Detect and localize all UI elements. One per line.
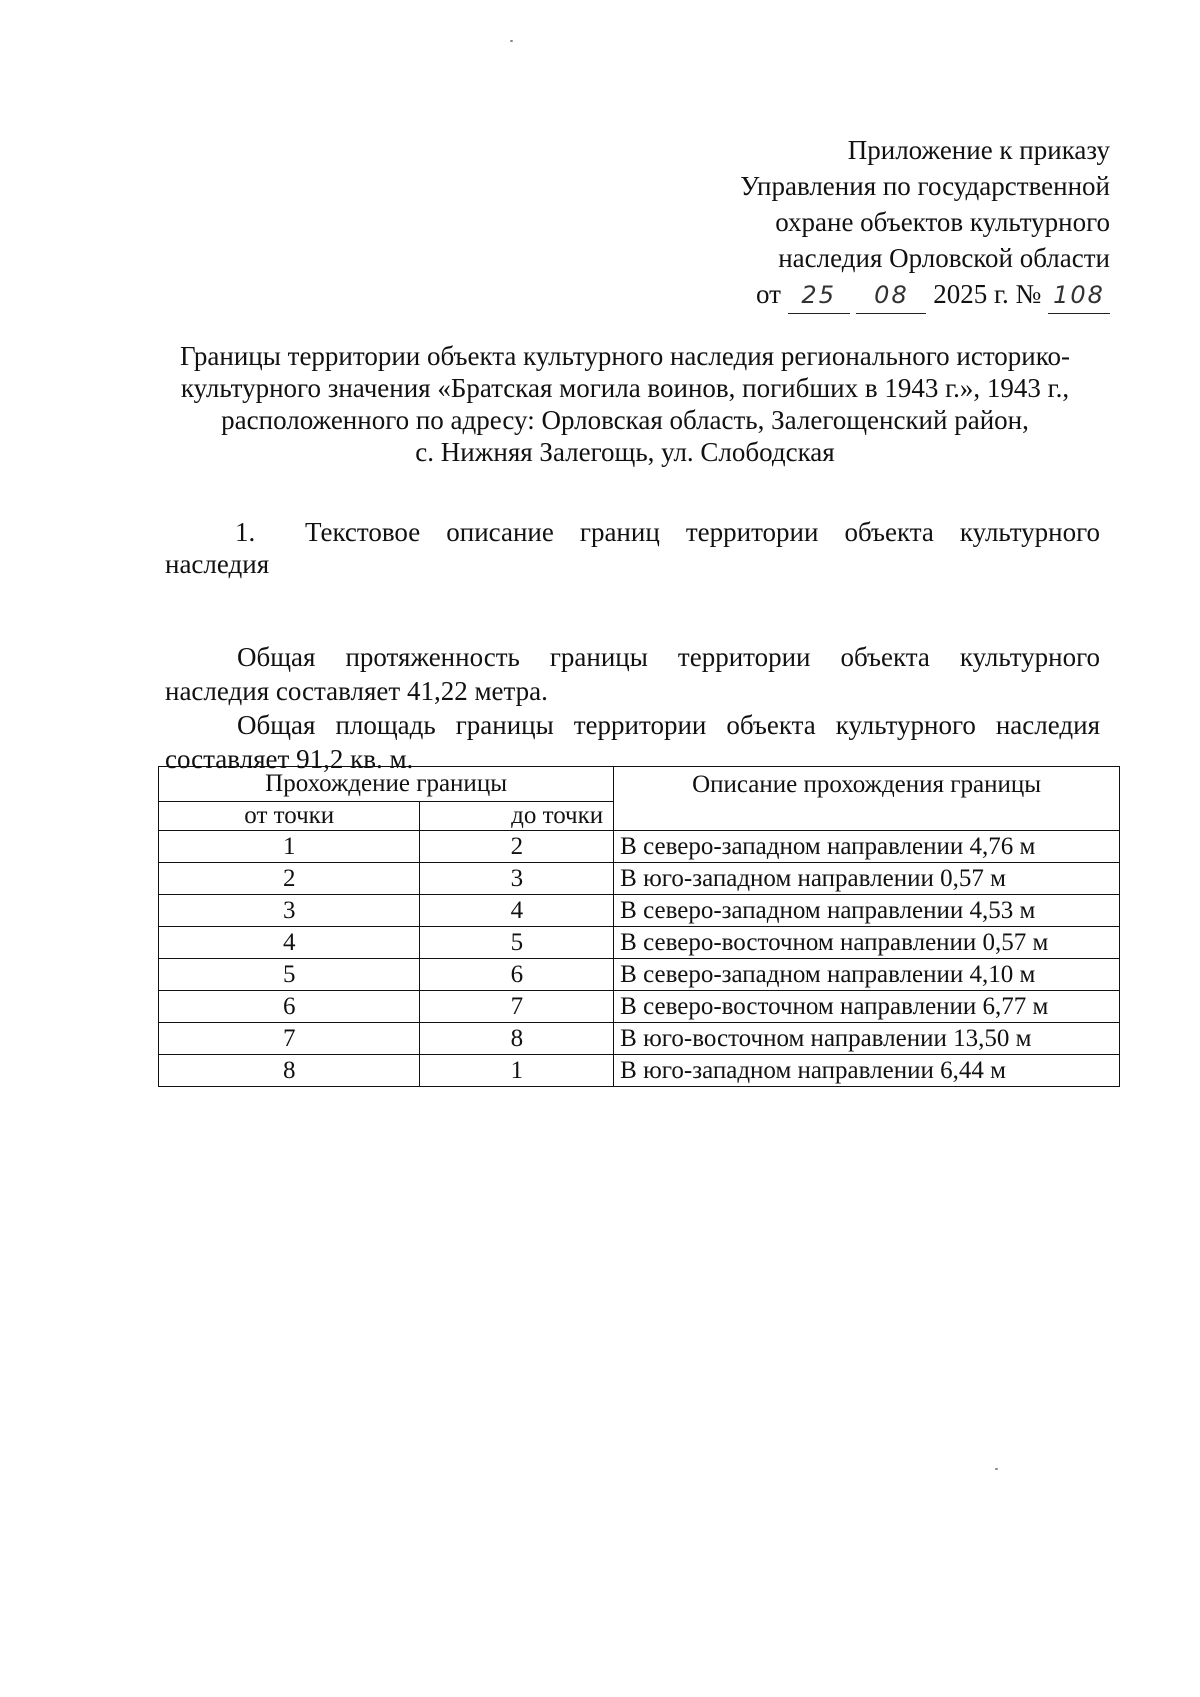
handwritten-day: 25	[788, 277, 850, 314]
cell-to: 2	[420, 831, 614, 863]
header-description: Описание прохождения границы	[614, 767, 1120, 831]
table-row	[159, 895, 1120, 927]
section-heading	[165, 516, 1100, 580]
header-to-point: до точки	[420, 802, 614, 831]
cell-from: 2	[159, 863, 420, 895]
section-heading-line-1: Текстовое описание границ территории объекта культурного	[305, 517, 1100, 547]
cell-description: В северо-восточном направлении 0,57 м	[614, 927, 1120, 959]
length-line-2: наследия составляет 41,22 метра.	[165, 676, 548, 706]
cell-description: В северо-восточном направлении 6,77 м	[614, 991, 1120, 1023]
document-title	[150, 340, 1100, 468]
scan-speck	[995, 1468, 998, 1470]
cell-from: 5	[159, 959, 420, 991]
cell-description: В северо-западном направлении 4,76 м	[614, 831, 1120, 863]
header-boundary-passage: Прохождение границы	[159, 767, 614, 802]
area-line-1: Общая площадь границы территории объекта культурного наследия	[237, 710, 1100, 740]
cell-from: 1	[159, 831, 420, 863]
cell-description: В северо-западном направлении 4,53 м	[614, 895, 1120, 927]
table-row	[159, 863, 1120, 895]
table-row	[159, 927, 1120, 959]
cell-from: 7	[159, 1023, 420, 1055]
cell-from: 8	[159, 1055, 420, 1087]
scan-speck	[510, 40, 513, 42]
table-row	[159, 1023, 1120, 1055]
boundary-length-paragraph	[165, 640, 1100, 708]
table-row	[159, 959, 1120, 991]
cell-from: 6	[159, 991, 420, 1023]
title-line-3: расположенного по адресу: Орловская область, Залегощенский район,	[221, 405, 1029, 435]
boundary-table	[158, 766, 1120, 1087]
annex-header	[650, 132, 1110, 314]
cell-to: 5	[420, 927, 614, 959]
cell-to: 6	[420, 959, 614, 991]
cell-from: 4	[159, 927, 420, 959]
cell-to: 7	[420, 991, 614, 1023]
date-year: 2025 г. №	[933, 279, 1042, 309]
title-line-2: культурного значения «Братская могила воинов, погибших в 1943 г.», 1943 г.,	[180, 373, 1070, 403]
cell-description: В северо-западном направлении 4,10 м	[614, 959, 1120, 991]
title-line-1: Границы территории объекта культурного наследия регионального историко-	[180, 341, 1070, 371]
cell-description: В юго-западном направлении 0,57 м	[614, 863, 1120, 895]
area-line-2: составляет 91,2 кв. м.	[165, 744, 414, 774]
table-row	[159, 1055, 1120, 1087]
cell-to: 4	[420, 895, 614, 927]
header-from-point: от точки	[159, 802, 420, 831]
handwritten-month: 08	[856, 277, 926, 314]
section-number: 1.	[235, 517, 256, 547]
title-line-4: с. Нижняя Залегощь, ул. Слободская	[415, 437, 835, 467]
annex-line-2: Управления по государственной	[740, 171, 1110, 201]
length-line-1: Общая протяженность границы территории объекта культурного	[237, 642, 1100, 672]
table-row	[159, 991, 1120, 1023]
order-date-line	[650, 276, 1110, 314]
cell-description: В юго-западном направлении 6,44 м	[614, 1055, 1120, 1087]
cell-description: В юго-восточном направлении 13,50 м	[614, 1023, 1120, 1055]
annex-line-3: охране объектов культурного	[775, 207, 1110, 237]
cell-to: 8	[420, 1023, 614, 1055]
date-prefix: от	[756, 279, 781, 309]
annex-line-1: Приложение к приказу	[847, 135, 1110, 165]
section-heading-line-2: наследия	[165, 549, 270, 579]
handwritten-order-number: 108	[1048, 277, 1110, 314]
cell-from: 3	[159, 895, 420, 927]
table-row	[159, 831, 1120, 863]
annex-line-4: наследия Орловской области	[778, 243, 1110, 273]
cell-to: 3	[420, 863, 614, 895]
cell-to: 1	[420, 1055, 614, 1087]
